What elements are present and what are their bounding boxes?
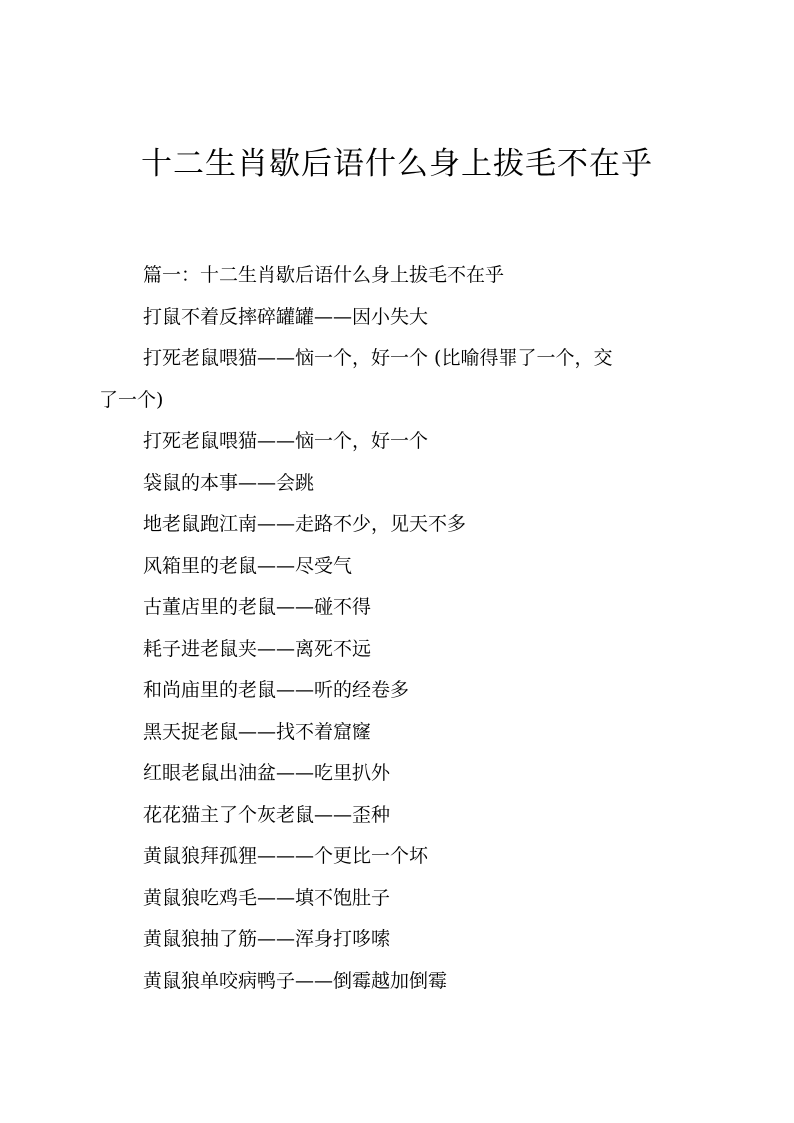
text-line: 风箱里的老鼠——尽受气 xyxy=(143,554,353,577)
text-line: 红眼老鼠出油盆——吃里扒外 xyxy=(143,762,391,784)
text-line: 地老鼠跑江南——走路不少，见天不多 xyxy=(143,513,467,535)
text-line: 花花猫主了个灰老鼠——歪种 xyxy=(143,803,391,826)
text-line: 打死老鼠喂猫——恼一个，好一个 (比喻得罪了一个，交 xyxy=(143,347,613,369)
text-line: 打死老鼠喂猫——恼一个，好一个 xyxy=(143,430,429,452)
text-line: 古董店里的老鼠——碰不得 xyxy=(143,596,372,618)
text-line: 黄鼠狼吃鸡毛——填不饱肚子 xyxy=(143,886,391,909)
text-line: 袋鼠的本事——会跳 xyxy=(143,471,315,494)
document-title: 十二生肖歇后语什么身上拔毛不在乎 xyxy=(141,146,653,182)
text-line: 黄鼠狼抽了筋——浑身打哆嗦 xyxy=(143,928,391,950)
text-line-continuation: 了一个) xyxy=(99,388,164,411)
text-line: 黄鼠狼单咬病鸭子——倒霉越加倒霉 xyxy=(143,969,448,992)
text-line: 黑天捉老鼠——找不着窟窿 xyxy=(143,720,372,743)
text-line: 耗子进老鼠夹——离死不远 xyxy=(143,637,372,660)
text-line: 篇一：十二生肖歇后语什么身上拔毛不在乎 xyxy=(143,264,505,286)
text-line: 黄鼠狼拜孤狸———个更比一个坏 xyxy=(143,845,429,867)
text-line: 和尚庙里的老鼠——听的经卷多 xyxy=(143,679,410,701)
document-body xyxy=(99,255,666,1002)
text-line: 打鼠不着反摔碎罐罐——因小失大 xyxy=(143,305,429,328)
text-paragraph xyxy=(99,338,666,421)
